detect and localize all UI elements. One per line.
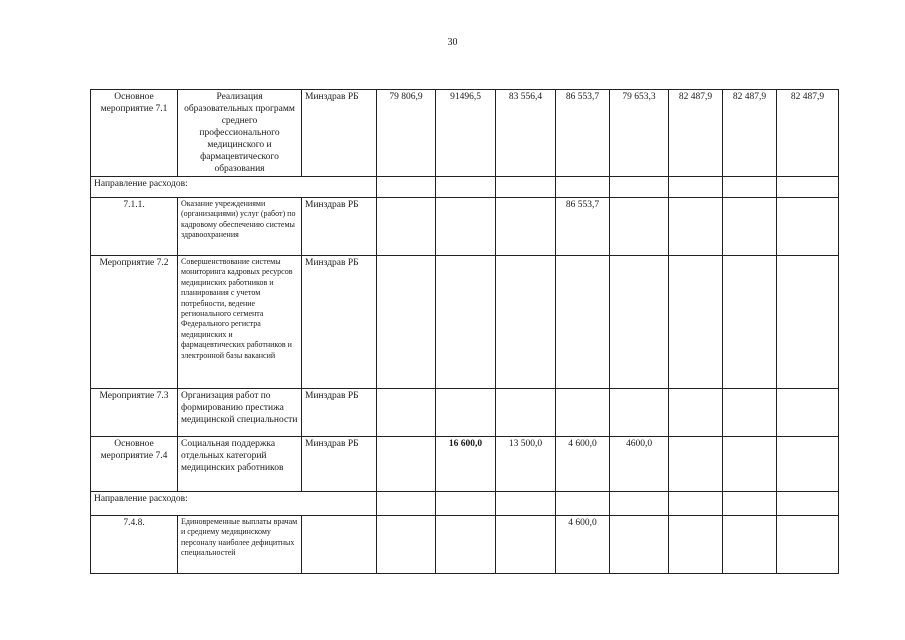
value-cell: 13 500,0: [496, 437, 556, 492]
row-code: 7.1.1.: [91, 198, 178, 256]
row-executor: Минздрав РБ: [302, 256, 377, 389]
table-row: [91, 516, 839, 574]
table-row: [91, 256, 839, 389]
value-cell: 82 487,9: [669, 90, 723, 177]
table-row: [91, 177, 839, 198]
value-cell: 82 487,9: [777, 90, 839, 177]
row-name: Оказание учреждениями (организациями) услуг (работ) по кадровому обеспечению системы здравоохранения: [178, 198, 302, 256]
section-header: Направление расходов:: [91, 492, 377, 516]
row-executor: Минздрав РБ: [302, 198, 377, 256]
row-name: Единовременные выплаты врачам и среднему медицинскому персоналу наиболее дефицитных специальностей: [178, 516, 302, 574]
row-code: 7.4.8.: [91, 516, 178, 574]
value-cell: 4 600,0: [556, 516, 610, 574]
row-code: Основное мероприятие 7.4: [91, 437, 178, 492]
row-code: Основное мероприятие 7.1: [91, 90, 178, 177]
value-cell: 4600,0: [610, 437, 669, 492]
table-row: [91, 90, 839, 177]
row-name: Социальная поддержка отдельных категорий медицинских работников: [178, 437, 302, 492]
value-cell: 86 553,7: [556, 90, 610, 177]
row-code: Мероприятие 7.3: [91, 389, 178, 437]
value-cell: 86 553,7: [556, 198, 610, 256]
row-name: Организация работ по формированию престижа медицинской специальности: [178, 389, 302, 437]
row-executor: Минздрав РБ: [302, 90, 377, 177]
table-row: [91, 437, 839, 492]
value-cell: 79 806,9: [377, 90, 436, 177]
table-row: [91, 198, 839, 256]
section-header: Направление расходов:: [91, 177, 377, 198]
value-cell: 91496,5: [436, 90, 496, 177]
page-number: 30: [447, 37, 458, 48]
row-executor: Минздрав РБ: [302, 389, 377, 437]
value-cell: 16 600,0: [436, 437, 496, 492]
value-cell: 79 653,3: [610, 90, 669, 177]
row-name: Реализация образовательных программ среднего профессионального медицинского и фармацевтического образования: [178, 90, 302, 177]
value-cell: 82 487,9: [723, 90, 777, 177]
value-cell: 83 556,4: [496, 90, 556, 177]
value-cell: 4 600,0: [556, 437, 610, 492]
table-row: [91, 389, 839, 437]
budget-table: [90, 89, 839, 574]
row-code: Мероприятие 7.2: [91, 256, 178, 389]
row-executor: Минздрав РБ: [302, 437, 377, 492]
row-name: Совершенствование системы мониторинга кадровых ресурсов медицинских работников и планирования с учетом потребности, ведение регионального сегмента Федерального регистра медицинских и фармацевтических работников и электронной базы вакансий: [178, 256, 302, 389]
table-row: [91, 492, 839, 516]
